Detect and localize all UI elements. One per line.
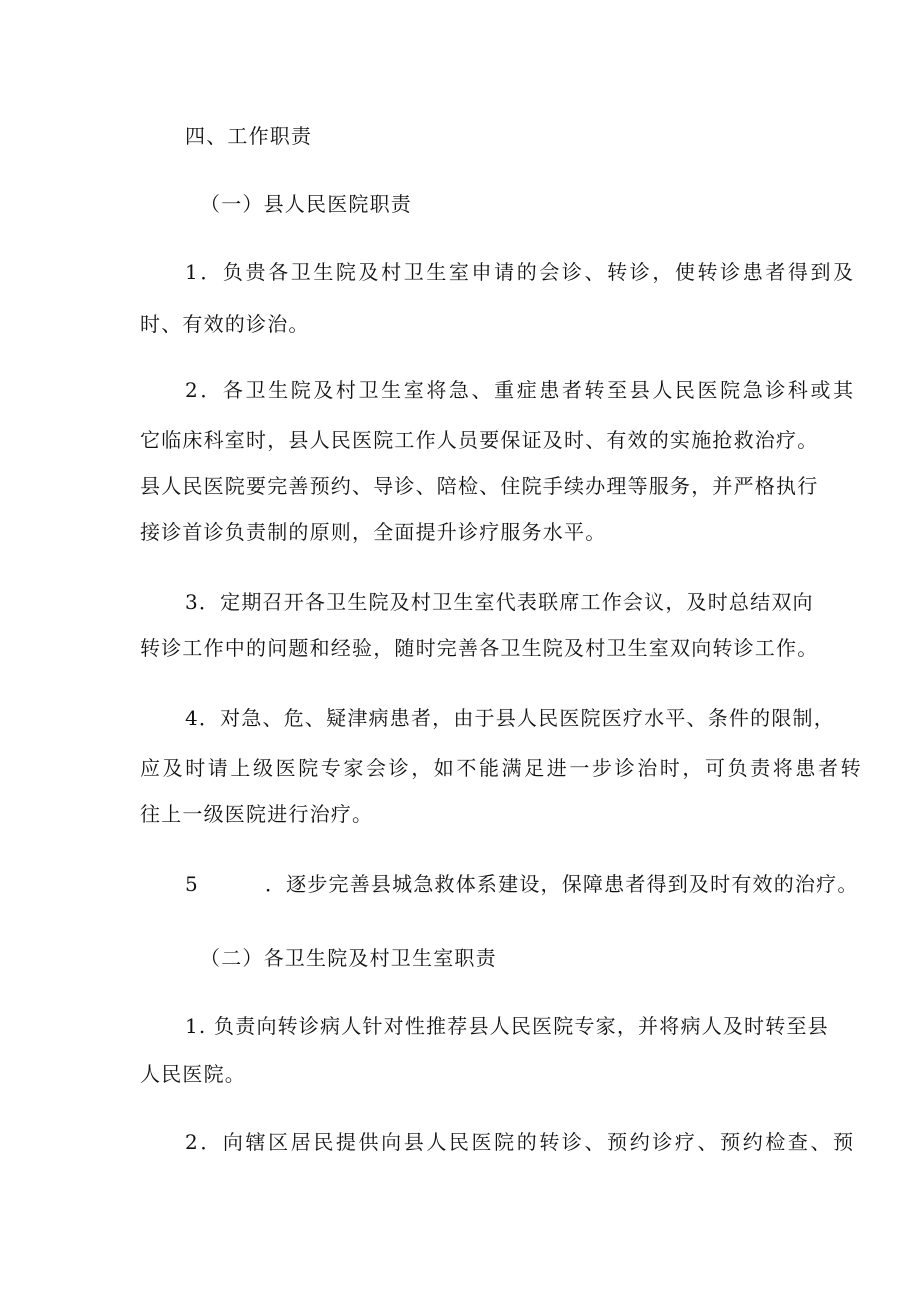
township-item-1-line-1: 1. 负责向转诊病人针对性推荐县人民医院专家，并将病人及时转至县 xyxy=(185,1014,829,1038)
section-heading: 四、工作职责 xyxy=(185,124,313,148)
county-item-5 xyxy=(185,870,859,898)
subsection-heading-township-clinics: （二）各卫生院及村卫生室职责 xyxy=(200,946,497,970)
county-item-5-number: 5 xyxy=(185,872,199,896)
county-item-1-line-2: 时、有效的诊治。 xyxy=(140,312,310,336)
county-item-4-line-2: 应及时请上级医院专家会诊，如不能满足进一步诊治时，可负责将患者转 xyxy=(140,756,864,780)
county-item-2-line-1: 2．各卫生院及村卫生室将急、重症患者转至县人民医院急诊科或其 xyxy=(185,378,856,402)
county-item-2-line-2: 它临床科室时，县人民医院工作人员要保证及时、有效的实施抢救治疗。 xyxy=(140,428,819,452)
county-item-4-line-1: 4．对急、危、疑津病患者，由于县人民医院医疗水平、条件的限制， xyxy=(185,706,835,730)
county-item-3-line-1: 3．定期召开各卫生院及村卫生室代表联席工作会议，及时总结双向 xyxy=(185,590,814,614)
subsection-heading-county-hospital: （一）县人民医院职责 xyxy=(200,192,412,216)
county-item-1-line-1: 1．负贵各卫生院及村卫生室申请的会诊、转诊，使转诊患者得到及 xyxy=(185,260,856,284)
county-item-3-line-2: 转诊工作中的问题和经验，随时完善各卫生院及村卫生室双向转诊工作。 xyxy=(140,636,819,660)
township-item-1-line-2: 人民医院。 xyxy=(140,1062,246,1086)
county-item-4-line-3: 往上一级医院进行治疗。 xyxy=(140,802,374,826)
county-item-2-line-3: 县人民医院要完善预约、导诊、陪检、住院手续办理等服务，并严格执行 xyxy=(140,474,819,498)
township-item-2-line-1: 2．向辖区居民提供向县人民医院的转诊、预约诊疗、预约检查、预 xyxy=(185,1130,856,1154)
county-item-5-text: ．逐步完善县城急救体系建设，保障患者得到及时有效的治疗。 xyxy=(264,872,859,896)
county-item-2-line-4: 接诊首诊负责制的原则，全面提升诊疗服务水平。 xyxy=(140,520,607,544)
